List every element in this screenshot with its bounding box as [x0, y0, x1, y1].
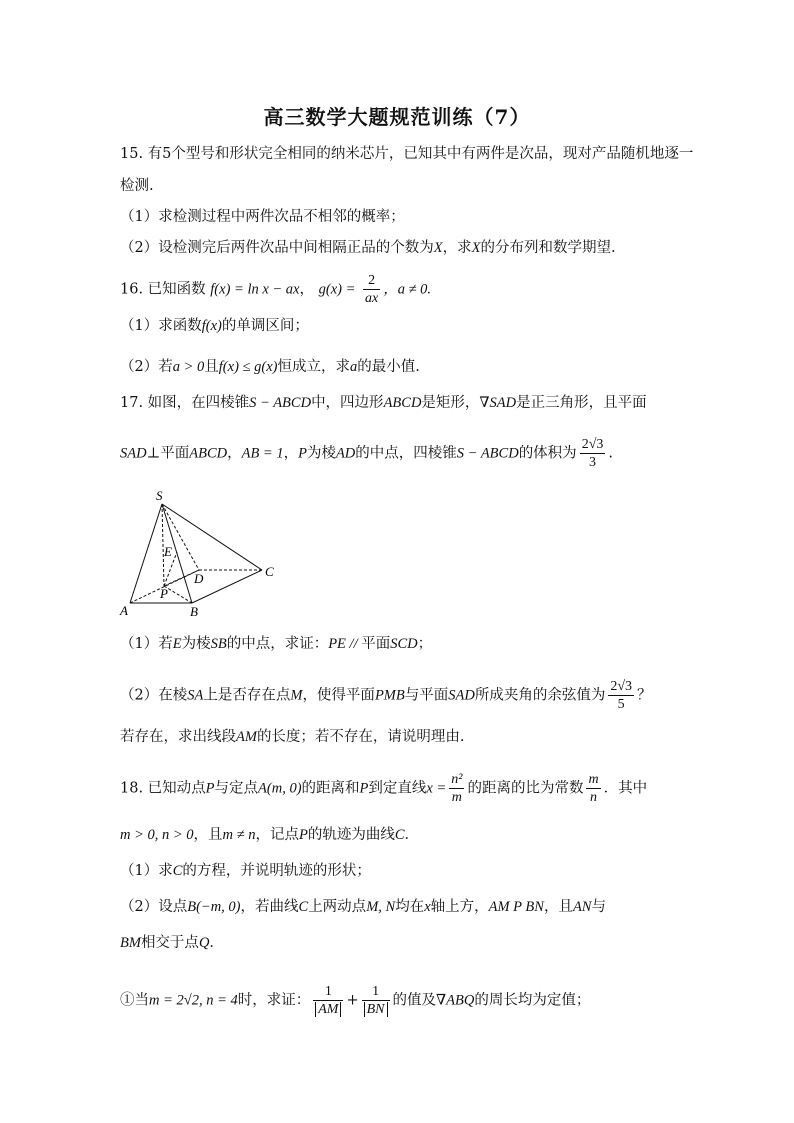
q18-line2: m > 0, n > 0，且m ≠ n，记点P的轨迹为曲线C．	[120, 827, 420, 843]
q15-line1: 15. 有5个型号和形状完全相同的纳米芯片，已知其中有两件是次品，现对产品随机地逐一	[120, 146, 694, 162]
q15-line2: 检测.	[120, 178, 154, 194]
label-C: C	[265, 564, 274, 579]
inv-bn-fraction: $\frac{1}{BN}$	[362, 983, 390, 1018]
volume-fraction: $\frac{2√3}{3}$	[581, 437, 604, 470]
q17-part1: （1）若E为棱SB的中点，求证：PE // 平面SCD；	[120, 636, 433, 652]
label-A: A	[120, 603, 128, 618]
label-B: B	[190, 604, 198, 619]
label-P: P	[160, 586, 168, 601]
q16-part2: （2）若a > 0且f(x) ≤ g(x)恒成立，求a的最小值.	[120, 359, 420, 375]
directrix-fraction: $\frac{\text{n²}}{m}$	[451, 772, 463, 805]
q18-line1: 18. 已知动点P与定点A(m, 0)的距离和P到定直线x = $\frac{\text{n²}}{m}$ 的距离的比为常数 $\frac{m}{n}$ ．其中	[120, 772, 648, 805]
q15-part1: （1）求检测过程中两件次品不相邻的概率；	[120, 209, 405, 225]
g-fraction: $\frac{2}{ax}$	[364, 273, 379, 306]
q17-line-last: 若存在，求出线段AM的长度；若不存在，请说明理由.	[120, 729, 465, 745]
q15-part2: （2）设检测完后两件次品中间相隔正品的个数为X，求X的分布列和数学期望.	[120, 240, 616, 256]
q16-line1: 16. 已知函数 f(x) = ln x − ax， g(x) = $\frac{2}{ax}$ ，a ≠ 0.	[120, 273, 432, 306]
q17-part2: （2）在棱SA上是否存在点M，使得平面PMB与平面SAD所成夹角的余弦值为 $\frac{2√3}{5}$ ？	[120, 679, 652, 712]
q17-line1: 17. 如图，在四棱锥S − ABCD中，四边形ABCD是矩形，∇SAD是正三角形，且平面	[120, 395, 647, 411]
label-E: E	[164, 544, 172, 559]
q17-line2: SAD⊥平面ABCD，AB = 1，P为棱AD的中点，四棱锥S − ABCD的体积为 $\frac{2√3}{3}$ .	[120, 437, 613, 470]
q16-part1: （1）求函数f(x)的单调区间；	[120, 318, 309, 334]
label-S: S	[156, 488, 163, 503]
q18-part2-cont: BM相交于点Q．	[120, 935, 224, 951]
q18-sub1: ①当m = 2√2, n = 4时，求证： $\frac{1}{AM}$ + $\frac{1}{BN}$ 的值及∇ABQ的周长均为定值；	[120, 984, 591, 1017]
label-D: D	[194, 571, 204, 586]
pyramid-figure	[114, 484, 284, 620]
q18-part2: （2）设点B(−m, 0)，若曲线C上两动点M, N均在x轴上方，AM P BN，且AN与	[120, 899, 606, 915]
ratio-fraction: $\frac{m}{n}$	[588, 772, 599, 805]
page-title: 高三数学大题规范训练（7）	[263, 105, 531, 129]
inv-am-fraction: $\frac{1}{AM}$	[313, 983, 343, 1018]
cosine-fraction: $\frac{2√3}{5}$	[610, 679, 633, 712]
q18-part1: （1）求C的方程，并说明轨迹的形状；	[120, 863, 371, 879]
